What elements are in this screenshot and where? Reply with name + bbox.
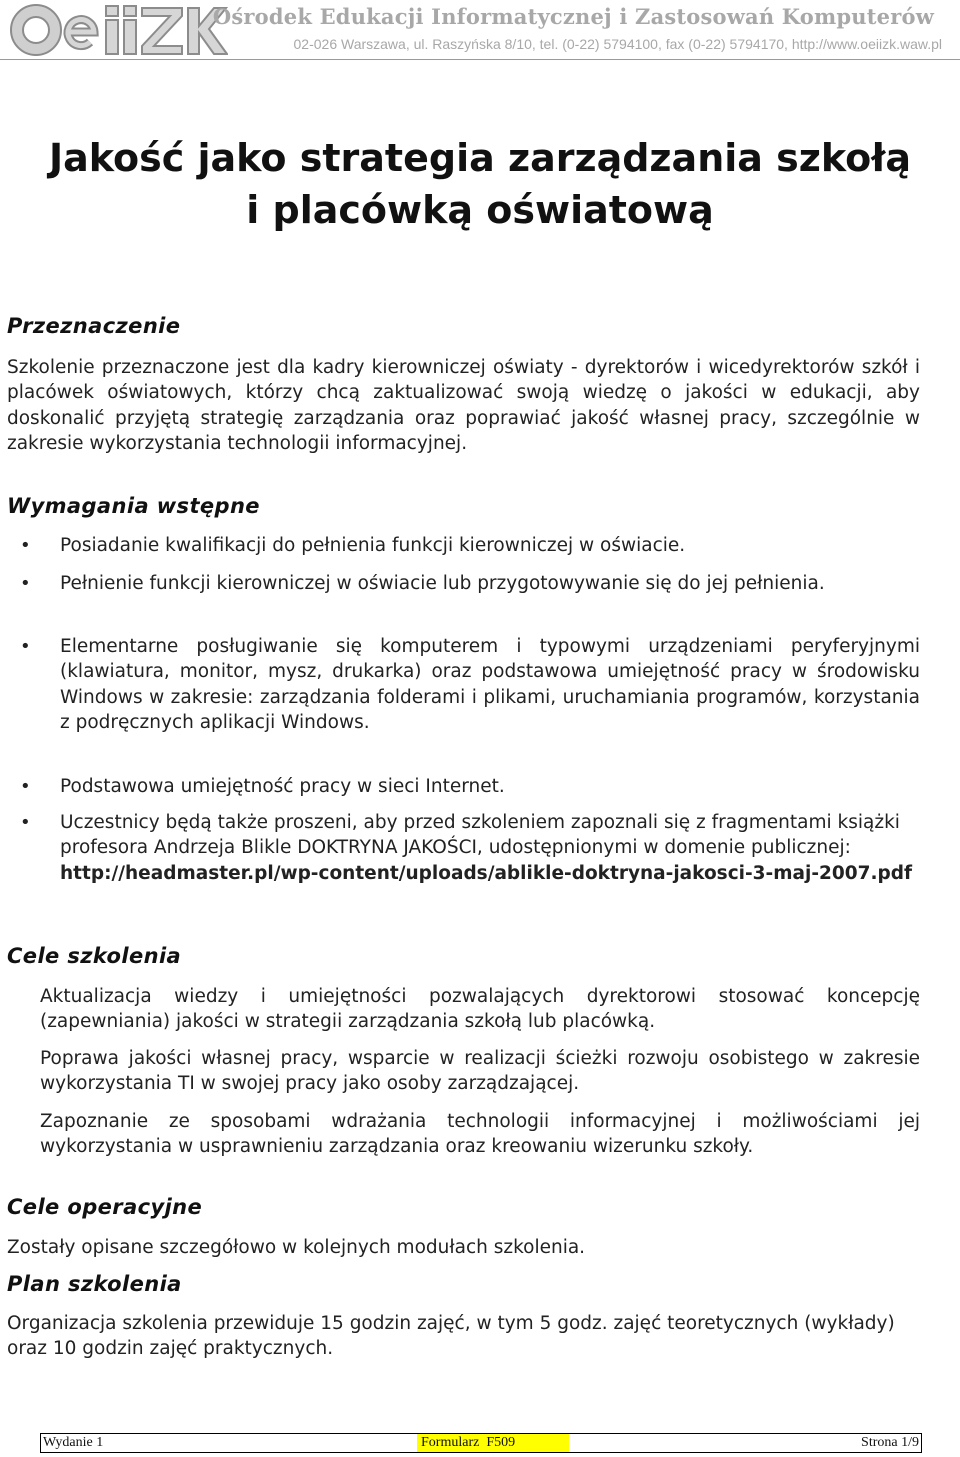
- paragraph-cele-operacyjne: Zostały opisane szczegółowo w kolejnych modułach szkolenia.: [7, 1237, 586, 1258]
- requirement-item-1: • Posiadanie kwalifikacji do pełnienia funkcji kierowniczej w oświacie.: [60, 533, 920, 558]
- document-title: [0, 132, 960, 236]
- heading-wymagania: Wymagania wstępne: [7, 494, 260, 518]
- header-divider: [0, 59, 960, 60]
- organization-name: Ośrodek Edukacji Informatycznej i Zastosowań Komputerów: [212, 4, 934, 29]
- requirement-item-4: • Podstawowa umiejętność pracy w sieci Internet.: [60, 774, 920, 799]
- paragraph-przeznaczenie: Szkolenie przeznaczone jest dla kadry kierowniczej oświaty - dyrektorów i wicedyrektorów szkół i placówek oświatowych, którzy chcą zaktualizować swoją wiedzę o jakości w edukacji, aby doskonalić przyjętą strategię zarządzania oraz poprawiać jakość własnej pracy, szczególnie w zakresie wykorzystania technologii informacyjnej.: [7, 357, 920, 455]
- heading-plan: Plan szkolenia: [7, 1272, 182, 1296]
- heading-przeznaczenie: Przeznaczenie: [7, 314, 181, 338]
- page-footer: [40, 1433, 922, 1453]
- footer-edition: Wydanie 1: [43, 1435, 104, 1450]
- goal-item-1: Aktualizacja wiedzy i umiejętności pozwalających dyrektorowi stosować koncepcję (zapewniania) jakości w strategii zarządzania szkołą lub placówką.: [40, 986, 920, 1033]
- organization-address: 02-026 Warszawa, ul. Raszyńska 8/10, tel. (0-22) 5794100, fax (0-22) 5794170, http://www.oeiizk.waw.pl: [293, 36, 942, 52]
- page-header: [0, 0, 960, 62]
- goal-item-2: Poprawa jakości własnej pracy, wsparcie w realizacji ścieżki rozwoju osobistego w zakresie wykorzystania TI w swojej pracy jako osoby zarządzającej.: [40, 1048, 920, 1095]
- requirement-item-5-text: Uczestnicy będą także proszeni, aby przed szkoleniem zapoznali się z fragmentami książki profesora Andrzeja Blikle DOKTRYNA JAKOŚCI, udostępnionymi w domenie publicznej:: [60, 812, 900, 859]
- requirement-item-5: [60, 810, 920, 886]
- heading-cele: Cele szkolenia: [7, 944, 182, 968]
- goal-item-3: Zapoznanie ze sposobami wdrażania technologii informacyjnej i możliwościami jej wykorzystania w usprawnieniu zarządzania oraz kreowaniu wizerunku szkoły.: [40, 1111, 920, 1158]
- oeiizk-logo: [6, 2, 228, 58]
- heading-cele-operacyjne: Cele operacyjne: [7, 1195, 203, 1219]
- footer-page-number: Strona 1/9: [861, 1435, 919, 1450]
- requirement-item-2: • Pełnienie funkcji kierowniczej w oświacie lub przygotowywanie się do jej pełnienia.: [60, 571, 920, 596]
- footer-form-highlight: [417, 1434, 569, 1452]
- paragraph-plan: Organizacja szkolenia przewiduje 15 godzin zajęć, w tym 5 godz. zajęć teoretycznych (wykłady) oraz 10 godzin zajęć praktycznych.: [7, 1313, 895, 1360]
- document-title-line1: Jakość jako strategia zarządzania szkołą: [49, 136, 911, 180]
- doktryna-link[interactable]: http://headmaster.pl/wp-content/uploads/ablikle-doktryna-jakosci-3-maj-2007.pdf: [60, 862, 913, 884]
- requirement-item-3: • Elementarne posługiwanie się komputerem i typowymi urządzeniami peryferyjnymi (klawiatura, monitor, mysz, drukarka) oraz podstawowa umiejętność pracy w środowisku Windows w zakresie: zarządzania folderami i plikami, uruchamiania programów, korzystania z podręcznych aplikacji Windows.: [60, 634, 920, 736]
- document-title-line2: i placówką oświatową: [246, 188, 714, 232]
- footer-form: Formularz F509: [421, 1435, 516, 1450]
